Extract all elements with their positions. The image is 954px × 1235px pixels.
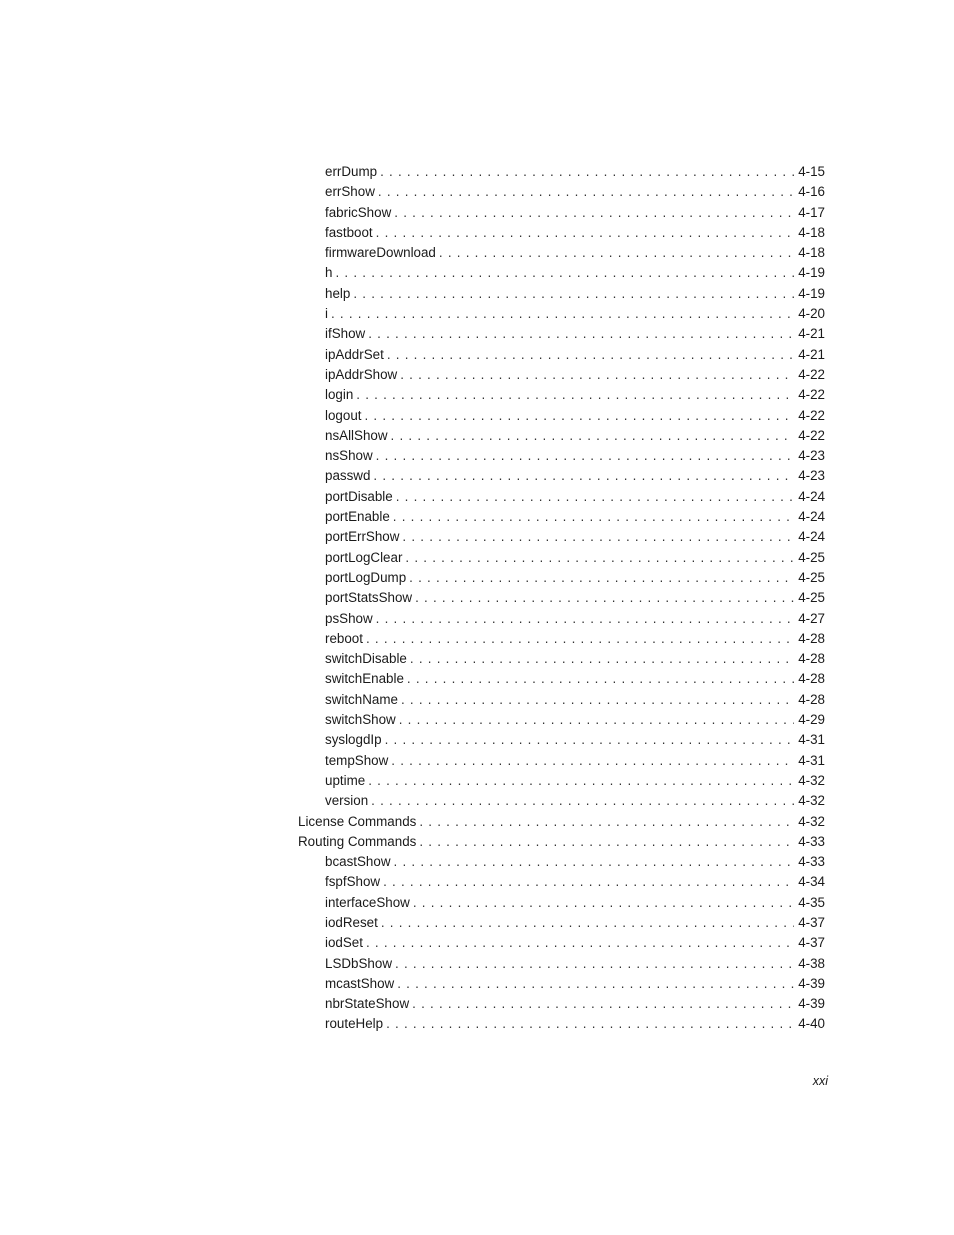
toc-entry-title: errDump [325, 162, 380, 182]
toc-entry[interactable] [0, 791, 954, 811]
toc-dot-leader [395, 954, 794, 974]
toc-entry-page: 4-28 [794, 629, 825, 649]
toc-entry-page: 4-40 [794, 1014, 825, 1034]
toc-entry[interactable] [0, 182, 954, 202]
toc-dot-leader [397, 974, 794, 994]
toc-entry-title: switchDisable [325, 649, 410, 669]
toc-dot-leader [410, 649, 794, 669]
toc-dot-leader [409, 568, 794, 588]
toc-entry-page: 4-29 [794, 710, 825, 730]
toc-dot-leader [386, 1014, 794, 1034]
toc-entry-title: portStatsShow [325, 588, 415, 608]
toc-entry-title: iodSet [325, 933, 366, 953]
toc-entry[interactable] [0, 406, 954, 426]
toc-entry-page: 4-33 [794, 832, 825, 852]
toc-entry-page: 4-22 [794, 406, 825, 426]
toc-entry-page: 4-25 [794, 548, 825, 568]
toc-dot-leader [385, 730, 795, 750]
toc-entry-title: help [325, 284, 353, 304]
toc-dot-leader [383, 872, 794, 892]
toc-entry-page: 4-22 [794, 385, 825, 405]
toc-entry[interactable] [0, 548, 954, 568]
toc-entry-page: 4-28 [794, 669, 825, 689]
toc-entry[interactable] [0, 730, 954, 750]
toc-entry-title: License Commands [298, 812, 419, 832]
toc-dot-leader [401, 690, 794, 710]
toc-entry[interactable] [0, 385, 954, 405]
toc-entry-page: 4-22 [794, 365, 825, 385]
toc-dot-leader [439, 243, 794, 263]
toc-entry-title: switchEnable [325, 669, 407, 689]
toc-dot-leader [368, 771, 794, 791]
toc-entry-title: i [325, 304, 331, 324]
toc-entry[interactable] [0, 690, 954, 710]
toc-entry-title: nsAllShow [325, 426, 391, 446]
toc-entry[interactable] [0, 263, 954, 283]
toc-entry-page: 4-25 [794, 568, 825, 588]
toc-entry[interactable] [0, 893, 954, 913]
toc-entry-page: 4-32 [794, 812, 825, 832]
page-number: xxi [812, 1074, 828, 1088]
toc-entry-page: 4-21 [794, 324, 825, 344]
toc-section-entry[interactable] [0, 832, 954, 852]
toc-dot-leader [407, 669, 794, 689]
toc-entry-title: nsShow [325, 446, 376, 466]
toc-entry-page: 4-18 [794, 243, 825, 263]
toc-entry[interactable] [0, 507, 954, 527]
toc-dot-leader [412, 994, 794, 1014]
toc-entry[interactable] [0, 284, 954, 304]
toc-entry-title: fspfShow [325, 872, 383, 892]
toc-entry-page: 4-34 [794, 872, 825, 892]
toc-entry[interactable] [0, 345, 954, 365]
toc-entry[interactable] [0, 426, 954, 446]
toc-entry[interactable] [0, 223, 954, 243]
toc-dot-leader [376, 223, 795, 243]
toc-entry[interactable] [0, 203, 954, 223]
toc-dot-leader [402, 527, 794, 547]
toc-entry-page: 4-28 [794, 649, 825, 669]
toc-entry[interactable] [0, 994, 954, 1014]
toc-entry-title: ipAddrShow [325, 365, 400, 385]
toc-entry[interactable] [0, 872, 954, 892]
toc-entry[interactable] [0, 751, 954, 771]
toc-dot-leader [419, 812, 794, 832]
toc-entry[interactable] [0, 954, 954, 974]
toc-dot-leader [376, 446, 795, 466]
toc-dot-leader [391, 426, 795, 446]
toc-entry-page: 4-24 [794, 487, 825, 507]
toc-entry[interactable] [0, 771, 954, 791]
toc-section-entry[interactable] [0, 812, 954, 832]
toc-entry[interactable] [0, 1014, 954, 1034]
toc-entry-page: 4-19 [794, 284, 825, 304]
toc-dot-leader [387, 345, 794, 365]
toc-dot-leader [381, 913, 794, 933]
toc-dot-leader [353, 284, 794, 304]
toc-entry-page: 4-27 [794, 609, 825, 629]
toc-entry-page: 4-31 [794, 751, 825, 771]
toc-entry-title: portLogDump [325, 568, 409, 588]
toc-entry-page: 4-23 [794, 466, 825, 486]
toc-dot-leader [394, 203, 794, 223]
toc-entry-title: portDisable [325, 487, 396, 507]
toc-dot-leader [393, 507, 794, 527]
toc-entry[interactable] [0, 162, 954, 182]
toc-entry[interactable] [0, 365, 954, 385]
toc-entry-page: 4-21 [794, 345, 825, 365]
toc-entry-title: mcastShow [325, 974, 397, 994]
toc-entry-page: 4-24 [794, 527, 825, 547]
toc-entry[interactable] [0, 913, 954, 933]
toc-entry-page: 4-31 [794, 730, 825, 750]
toc-entry-title: nbrStateShow [325, 994, 412, 1014]
toc-entry-title: ifShow [325, 324, 368, 344]
toc-entry-title: firmwareDownload [325, 243, 439, 263]
toc-entry[interactable] [0, 446, 954, 466]
toc-entry-page: 4-37 [794, 913, 825, 933]
table-of-contents [0, 162, 954, 1035]
toc-entry-title: switchShow [325, 710, 399, 730]
toc-entry-page: 4-37 [794, 933, 825, 953]
toc-entry-page: 4-23 [794, 446, 825, 466]
toc-dot-leader [400, 365, 794, 385]
toc-entry[interactable] [0, 669, 954, 689]
toc-entry-title: tempShow [325, 751, 391, 771]
toc-entry-page: 4-28 [794, 690, 825, 710]
toc-entry-page: 4-33 [794, 852, 825, 872]
toc-dot-leader [356, 385, 794, 405]
toc-entry-page: 4-15 [794, 162, 825, 182]
toc-entry-page: 4-18 [794, 223, 825, 243]
toc-entry[interactable] [0, 609, 954, 629]
toc-entry-page: 4-20 [794, 304, 825, 324]
toc-entry-title: fastboot [325, 223, 376, 243]
toc-dot-leader [415, 588, 794, 608]
toc-entry-title: interfaceShow [325, 893, 413, 913]
toc-entry-title: ipAddrSet [325, 345, 387, 365]
toc-entry-page: 4-32 [794, 791, 825, 811]
toc-entry[interactable] [0, 304, 954, 324]
toc-entry[interactable] [0, 568, 954, 588]
toc-entry-title: h [325, 263, 335, 283]
toc-entry-title: iodReset [325, 913, 381, 933]
toc-dot-leader [413, 893, 794, 913]
toc-dot-leader [368, 324, 794, 344]
toc-entry-title: uptime [325, 771, 368, 791]
toc-entry-page: 4-25 [794, 588, 825, 608]
toc-entry-page: 4-24 [794, 507, 825, 527]
toc-entry-page: 4-35 [794, 893, 825, 913]
toc-entry-title: Routing Commands [298, 832, 419, 852]
toc-entry-page: 4-22 [794, 426, 825, 446]
toc-entry[interactable] [0, 466, 954, 486]
toc-entry[interactable] [0, 324, 954, 344]
toc-entry-title: syslogdIp [325, 730, 385, 750]
toc-dot-leader [373, 466, 794, 486]
toc-entry-title: routeHelp [325, 1014, 386, 1034]
toc-entry-title: passwd [325, 466, 373, 486]
toc-dot-leader [364, 406, 794, 426]
toc-entry[interactable] [0, 527, 954, 547]
toc-dot-leader [335, 263, 794, 283]
toc-entry-title: logout [325, 406, 364, 426]
toc-dot-leader [405, 548, 794, 568]
toc-dot-leader [371, 791, 794, 811]
toc-entry-page: 4-32 [794, 771, 825, 791]
toc-entry[interactable] [0, 588, 954, 608]
toc-dot-leader [366, 629, 794, 649]
toc-entry-page: 4-39 [794, 994, 825, 1014]
toc-entry-page: 4-38 [794, 954, 825, 974]
toc-entry-title: version [325, 791, 371, 811]
toc-entry[interactable] [0, 649, 954, 669]
toc-entry-title: psShow [325, 609, 376, 629]
toc-entry-page: 4-17 [794, 203, 825, 223]
toc-entry[interactable] [0, 933, 954, 953]
toc-entry[interactable] [0, 852, 954, 872]
toc-entry-title: portLogClear [325, 548, 405, 568]
toc-entry-title: switchName [325, 690, 401, 710]
toc-entry[interactable] [0, 629, 954, 649]
toc-entry-page: 4-16 [794, 182, 825, 202]
toc-dot-leader [396, 487, 794, 507]
toc-entry-title: reboot [325, 629, 366, 649]
toc-entry-title: fabricShow [325, 203, 394, 223]
toc-dot-leader [380, 162, 794, 182]
toc-dot-leader [419, 832, 794, 852]
toc-entry-page: 4-19 [794, 263, 825, 283]
toc-entry-title: errShow [325, 182, 378, 202]
toc-dot-leader [376, 609, 795, 629]
toc-entry[interactable] [0, 487, 954, 507]
toc-dot-leader [331, 304, 794, 324]
toc-entry-title: login [325, 385, 356, 405]
toc-entry-title: LSDbShow [325, 954, 395, 974]
toc-dot-leader [394, 852, 795, 872]
toc-entry-page: 4-39 [794, 974, 825, 994]
toc-dot-leader [366, 933, 794, 953]
toc-entry-title: portEnable [325, 507, 393, 527]
toc-dot-leader [378, 182, 794, 202]
toc-entry-title: portErrShow [325, 527, 402, 547]
toc-entry[interactable] [0, 974, 954, 994]
toc-entry[interactable] [0, 243, 954, 263]
toc-entry[interactable] [0, 710, 954, 730]
toc-dot-leader [391, 751, 794, 771]
toc-entry-title: bcastShow [325, 852, 394, 872]
toc-dot-leader [399, 710, 794, 730]
